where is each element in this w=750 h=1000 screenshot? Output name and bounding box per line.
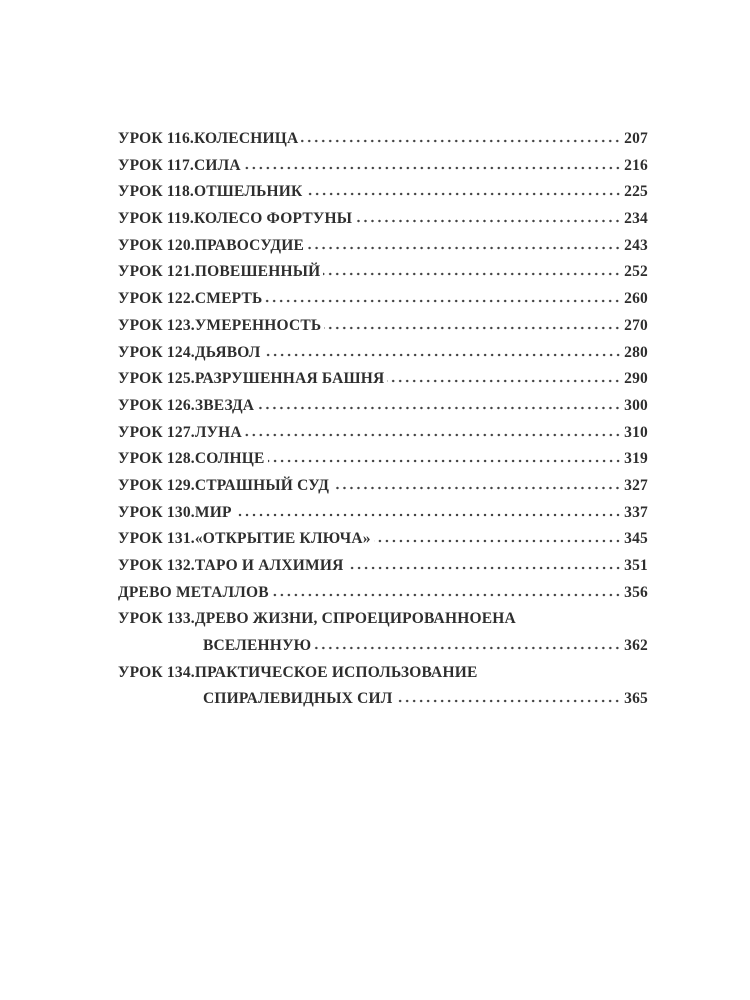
toc-line	[118, 259, 648, 286]
toc-entry	[118, 179, 648, 206]
entry-title: ПРАВОСУДИЕ	[194, 236, 305, 254]
toc-line	[118, 313, 648, 340]
entry-title: ЛУНА	[194, 423, 242, 441]
lesson-number: УРОК 122.	[118, 290, 195, 308]
lesson-number: УРОК 118.	[118, 183, 194, 201]
toc-entry	[118, 553, 648, 580]
entry-title: «ОТКРЫТИЕ КЛЮЧА»	[194, 530, 371, 548]
lesson-number: УРОК 123.	[118, 316, 195, 334]
toc-entry	[118, 259, 648, 286]
toc-entry	[118, 446, 648, 473]
lesson-number: УРОК 124.	[118, 343, 195, 361]
toc-line	[118, 526, 648, 553]
entry-title: МИР	[194, 503, 232, 521]
dot-leader	[264, 353, 622, 357]
table-of-contents	[118, 126, 648, 713]
toc-line	[118, 153, 648, 180]
dot-leader	[324, 326, 621, 330]
entry-title: ПРАКТИЧЕСКОЕ ИСПОЛЬЗОВАНИЕ	[194, 663, 478, 681]
toc-entry	[118, 286, 648, 313]
toc-line	[118, 446, 648, 473]
toc-line	[118, 126, 648, 153]
page-number: 319	[624, 450, 648, 468]
lesson-number: УРОК 126.	[118, 396, 195, 414]
dot-leader	[347, 566, 622, 570]
entry-title: ЗВЕЗДА	[194, 396, 255, 414]
dot-leader	[301, 139, 621, 143]
entry-title: УМЕРЕННОСТЬ	[194, 316, 322, 334]
toc-entry	[118, 313, 648, 340]
toc-line	[118, 580, 648, 607]
entry-title: СИЛА	[194, 156, 241, 174]
dot-leader	[268, 459, 622, 463]
lesson-number: УРОК 116.	[118, 130, 194, 147]
toc-line	[118, 206, 648, 233]
toc-line	[118, 233, 648, 260]
dot-leader	[306, 192, 622, 196]
toc-line	[118, 286, 648, 313]
lesson-number: УРОК 132.	[118, 557, 195, 574]
page-number: 225	[624, 183, 648, 201]
dot-leader	[387, 379, 621, 383]
dot-leader	[244, 166, 621, 170]
page-number: 252	[624, 263, 648, 281]
page-number: 310	[624, 423, 648, 441]
dot-leader	[374, 539, 621, 543]
lesson-number: УРОК 120.	[118, 236, 195, 254]
toc-line	[118, 660, 648, 687]
page-number: 345	[624, 530, 648, 548]
toc-entry	[118, 526, 648, 553]
dot-leader	[355, 219, 621, 223]
toc-line	[118, 340, 648, 367]
dot-leader	[257, 406, 621, 410]
toc-line	[118, 606, 648, 633]
lesson-number: УРОК 134.	[118, 663, 195, 681]
dot-leader	[307, 246, 621, 250]
lesson-number: УРОК 129.	[118, 476, 195, 494]
toc-line	[118, 553, 648, 580]
entry-title: ДЬЯВОЛ	[194, 343, 261, 361]
entry-title: ДРЕВО МЕТАЛЛОВ	[118, 583, 269, 601]
page-number: 290	[624, 370, 648, 388]
page-number: 243	[624, 236, 648, 254]
dot-leader	[395, 699, 621, 703]
page-number: 327	[624, 476, 648, 494]
page-number: 216	[624, 156, 648, 174]
page-number: 337	[624, 503, 648, 521]
page-number: 260	[624, 290, 648, 308]
toc-entry	[118, 366, 648, 393]
page-number: 234	[624, 210, 648, 228]
dot-leader	[265, 299, 621, 303]
lesson-number: УРОК 131.	[118, 530, 195, 548]
lesson-number: УРОК 117.	[118, 156, 194, 174]
dot-leader	[245, 433, 621, 437]
toc-line	[118, 179, 648, 206]
lesson-number: УРОК 128.	[118, 450, 195, 468]
entry-title: ОТШЕЛЬНИК	[194, 183, 303, 201]
entry-title: СОЛНЦЕ	[194, 450, 265, 468]
entry-title-continued: СПИРАЛЕВИДНЫХ СИЛ	[203, 690, 393, 708]
page-number: 362	[624, 637, 648, 655]
entry-title: ПОВЕШЕННЫЙ	[194, 263, 321, 281]
toc-entry	[118, 340, 648, 367]
dot-leader	[235, 513, 622, 517]
toc-entry	[118, 153, 648, 180]
toc-entry	[118, 606, 648, 659]
lesson-number: УРОК 125.	[118, 370, 195, 388]
page-number: 300	[624, 396, 648, 414]
dot-leader	[332, 486, 621, 490]
page-number: 270	[624, 316, 648, 334]
entry-title: КОЛЕСНИЦА	[194, 130, 299, 147]
page-number: 280	[624, 343, 648, 361]
toc-entry	[118, 126, 648, 153]
toc-entry	[118, 233, 648, 260]
toc-entry	[118, 500, 648, 527]
lesson-number: УРОК 127.	[118, 423, 195, 441]
page-number: 351	[624, 557, 648, 574]
toc-line-continued	[118, 633, 648, 660]
toc-entry	[118, 420, 648, 447]
toc-line	[118, 393, 648, 420]
lesson-number: УРОК 119.	[118, 210, 194, 228]
entry-title: ТАРО И АЛХИМИЯ	[194, 557, 344, 574]
page-number: 207	[624, 130, 648, 147]
toc-entry	[118, 206, 648, 233]
toc-line	[118, 473, 648, 500]
toc-entry	[118, 580, 648, 607]
toc-entry	[118, 660, 648, 713]
toc-line	[118, 420, 648, 447]
dot-leader	[314, 646, 621, 650]
toc-line	[118, 500, 648, 527]
dot-leader	[272, 593, 621, 597]
lesson-number: УРОК 130.	[118, 503, 195, 521]
page-number: 365	[624, 690, 648, 708]
toc-line-continued	[118, 686, 648, 713]
toc-entry	[118, 393, 648, 420]
lesson-number: УРОК 121.	[118, 263, 195, 281]
page-number: 356	[624, 583, 648, 601]
toc-entry	[118, 473, 648, 500]
entry-title: РАЗРУШЕННАЯ БАШНЯ	[194, 370, 385, 388]
entry-title: ДРЕВО ЖИЗНИ, СПРОЕЦИРОВАННОЕНА	[194, 610, 516, 628]
lesson-number: УРОК 133.	[118, 610, 195, 628]
entry-title: СМЕРТЬ	[194, 290, 263, 308]
entry-title: СТРАШНЫЙ СУД	[194, 476, 330, 494]
entry-title: КОЛЕСО ФОРТУНЫ	[194, 210, 353, 228]
entry-title-continued: ВСЕЛЕННУЮ	[203, 637, 312, 655]
dot-leader	[323, 272, 621, 276]
toc-line	[118, 366, 648, 393]
